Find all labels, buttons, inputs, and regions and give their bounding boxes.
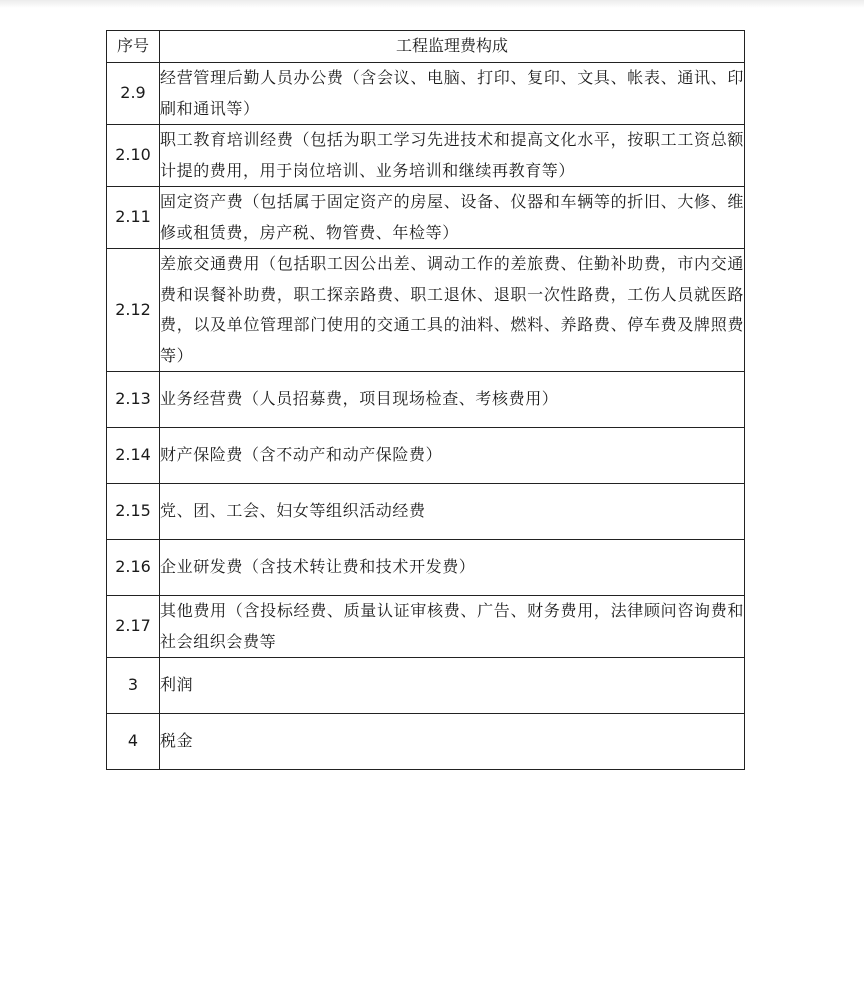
row-number: 2.10 — [107, 125, 160, 187]
row-number: 4 — [107, 714, 160, 770]
page-top-shade — [0, 0, 864, 8]
row-description: 经营管理后勤人员办公费（含会议、电脑、打印、复印、文具、帐表、通讯、印刷和通讯等） — [160, 63, 745, 125]
row-number: 2.17 — [107, 596, 160, 658]
row-number: 2.9 — [107, 63, 160, 125]
row-description: 企业研发费（含技术转让费和技术开发费） — [160, 540, 745, 596]
supervision-fee-table — [106, 30, 745, 770]
table-row — [107, 484, 745, 540]
table-row — [107, 658, 745, 714]
row-number: 2.16 — [107, 540, 160, 596]
row-number: 2.15 — [107, 484, 160, 540]
table-row — [107, 63, 745, 125]
row-description: 职工教育培训经费（包括为职工学习先进技术和提高文化水平，按职工工资总额计提的费用，用于岗位培训、业务培训和继续再教育等） — [160, 125, 745, 187]
table-row — [107, 596, 745, 658]
row-description: 固定资产费（包括属于固定资产的房屋、设备、仪器和车辆等的折旧、大修、维修或租赁费，房产税、物管费、年检等） — [160, 187, 745, 249]
row-number: 3 — [107, 658, 160, 714]
row-number: 2.14 — [107, 428, 160, 484]
table-row — [107, 714, 745, 770]
row-description: 差旅交通费用（包括职工因公出差、调动工作的差旅费、住勤补助费，市内交通费和误餐补助费，职工探亲路费、职工退休、退职一次性路费，工伤人员就医路费，以及单位管理部门使用的交通工具的油料、燃料、养路费、停车费及牌照费等） — [160, 249, 745, 372]
row-description: 其他费用（含投标经费、质量认证审核费、广告、财务费用，法律顾问咨询费和社会组织会费等 — [160, 596, 745, 658]
header-description: 工程监理费构成 — [160, 31, 745, 63]
header-number: 序号 — [107, 31, 160, 63]
row-description: 业务经营费（人员招募费，项目现场检查、考核费用） — [160, 372, 745, 428]
row-number: 2.11 — [107, 187, 160, 249]
table-row — [107, 372, 745, 428]
table-row — [107, 428, 745, 484]
row-description: 利润 — [160, 658, 745, 714]
table-row — [107, 540, 745, 596]
row-description: 党、团、工会、妇女等组织活动经费 — [160, 484, 745, 540]
row-number: 2.13 — [107, 372, 160, 428]
row-description: 财产保险费（含不动产和动产保险费） — [160, 428, 745, 484]
row-number: 2.12 — [107, 249, 160, 372]
table-row — [107, 249, 745, 372]
row-description: 税金 — [160, 714, 745, 770]
table-row — [107, 125, 745, 187]
table-row — [107, 187, 745, 249]
table-header-row — [107, 31, 745, 63]
